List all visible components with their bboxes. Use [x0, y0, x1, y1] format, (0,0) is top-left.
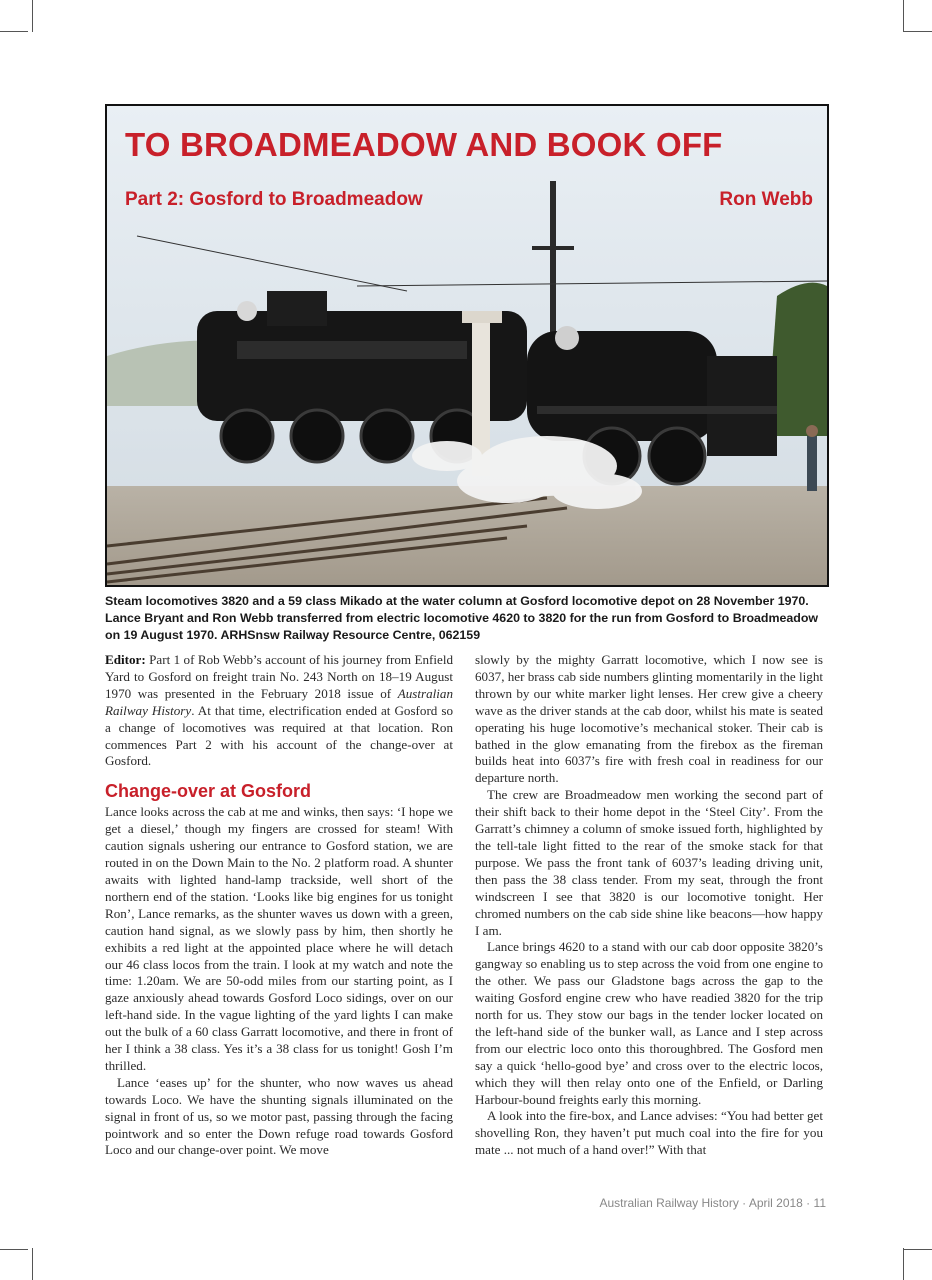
crop-mark	[32, 0, 33, 32]
caption-credit: ARHSnsw Railway Resource Centre, 062159	[220, 628, 481, 642]
crop-mark	[903, 0, 904, 32]
editor-text-after: . At that time, electrification ended at Gosford so a change of locomotives was required at that location. Ron commences Part 2 with his account of the change-over at Gosford.	[105, 702, 454, 769]
crop-mark	[0, 1249, 28, 1250]
photo-caption	[105, 593, 827, 644]
crop-mark	[904, 1249, 932, 1250]
crop-mark	[903, 1248, 904, 1280]
article-subtitle: Part 2: Gosford to Broadmeadow	[125, 189, 423, 210]
section-heading: Change-over at Gosford	[105, 781, 312, 802]
body-paragraph: slowly by the mighty Garratt locomotive, which I now see is 6037, her brass cab side numbers glinting momentarily in the light thrown by our white marker light lenses. Her crew give a cheery wave as the driver stands at the cab door, whilst his mate is seated operating his huge locomotive’s mechanical stoker. Their cab is bathed in the glow emanating from the firebox as the fireman builds heat into 6037’s fire with fresh coal in readiness for our departure north.	[475, 652, 824, 786]
crop-mark	[904, 31, 932, 32]
article-author: Ron Webb	[719, 189, 813, 210]
editor-note	[105, 652, 453, 770]
text-column-left	[105, 652, 453, 1159]
editor-publication: Australian Railway History	[105, 685, 453, 718]
text-column-right	[475, 652, 823, 1159]
body-paragraph: Lance ‘eases up’ for the shunter, who now waves us ahead towards Loco. We have the shunting signals illuminated on the signal in front of us, so we motor past, passing through the facing pointwork and so enter the Down refuge road towards Gosford Loco and our change-over point. We move	[105, 1074, 453, 1158]
editor-text-before: Part 1 of Rob Webb’s account of his journey from Enfield Yard to Gosford on freight train No. 243 North on 18–19 August 1970 was presented in the February 2018 issue of	[105, 652, 453, 701]
crop-mark	[32, 1248, 33, 1280]
page-footer	[599, 1196, 826, 1210]
body-paragraph: The crew are Broadmeadow men working the second part of their shift back to their home depot in the ‘Steel City’. From the Garratt’s chimney a column of smoke issued forth, highlighted by the tell-tale light fitted to the rear of the smoke stack for that purpose. We pass the front tank of 6037’s leading driving unit, then pass the 38 class tender. From my seat, through the front windscreen I see that 3820 is our locomotive tonight. Her chromed numbers on the cab side shine like beacons—how happy I am.	[475, 787, 823, 938]
article-title: TO BROADMEADOW AND BOOK OFF	[125, 126, 723, 163]
header-photo	[105, 104, 829, 587]
body-paragraph: A look into the fire-box, and Lance advises: “You had better get shovelling Ron, they haven’t put much coal into the fire for you mate ... not much of a hand over!” With that	[475, 1108, 823, 1158]
crop-mark	[0, 31, 28, 32]
footer-publication: Australian Railway History · April 2018 ·	[599, 1196, 811, 1210]
page-number: 11	[813, 1196, 826, 1210]
editor-label: Editor:	[105, 652, 146, 667]
body-paragraph: Lance brings 4620 to a stand with our cab door opposite 3820’s gangway so enabling us to step across the void from one engine to the other. We pass our Gladstone bags across the gap to the waiting Gosford engine crew who have readied 3820 for the trip north for us. They stow our bags in the tender locker located on the left-hand side of the bunker wall, as Lance and I step across from our electric loco onto this thoroughbred. The Gosford men say a quick ‘hello-good bye’ and cross over to the electric locos, which they will then relay onto one of the Enfield, or Darling Harbour-bound freights early this morning.	[475, 939, 823, 1107]
locomotive-photo	[107, 106, 827, 585]
body-paragraph: Lance looks across the cab at me and winks, then says: ‘I hope we get a diesel,’ though my fingers are crossed for steam! With caution signals ushering our entrance to Gosford station, we are routed in on the Down Main to the No. 2 platform road. A shunter awaits with lighted hand-lamp trackside, well short of the northern end of the station. ‘Looks like big engines for us tonight Ron’, Lance remarks, as the shunter waves us down with a green, caution hand signal, as we slowly pass by him, then shortly he exhibits a red light at the appointed place where he will detach our 46 class locos from the train. I look at my watch and note the time: 1.20am. We are 50-odd miles from our starting point, as I gaze anxiously ahead towards Gosford Loco sidings, over on our left-hand side. In the vague lighting of the yard lights I can make out the bulk of a 60 class Garratt locomotive, and there in front of her I think a 38 class. Yes it’s a 38 class for us tonight! Gosh I’m thrilled.	[105, 804, 453, 1073]
caption-text: Steam locomotives 3820 and a 59 class Mikado at the water column at Gosford locomotive depot on 28 November 1970. Lance Bryant and Ron Webb transferred from electric locomotive 4620 to 3820 for the run from Gosford to Broadmeadow on 19 August 1970.	[105, 594, 819, 642]
